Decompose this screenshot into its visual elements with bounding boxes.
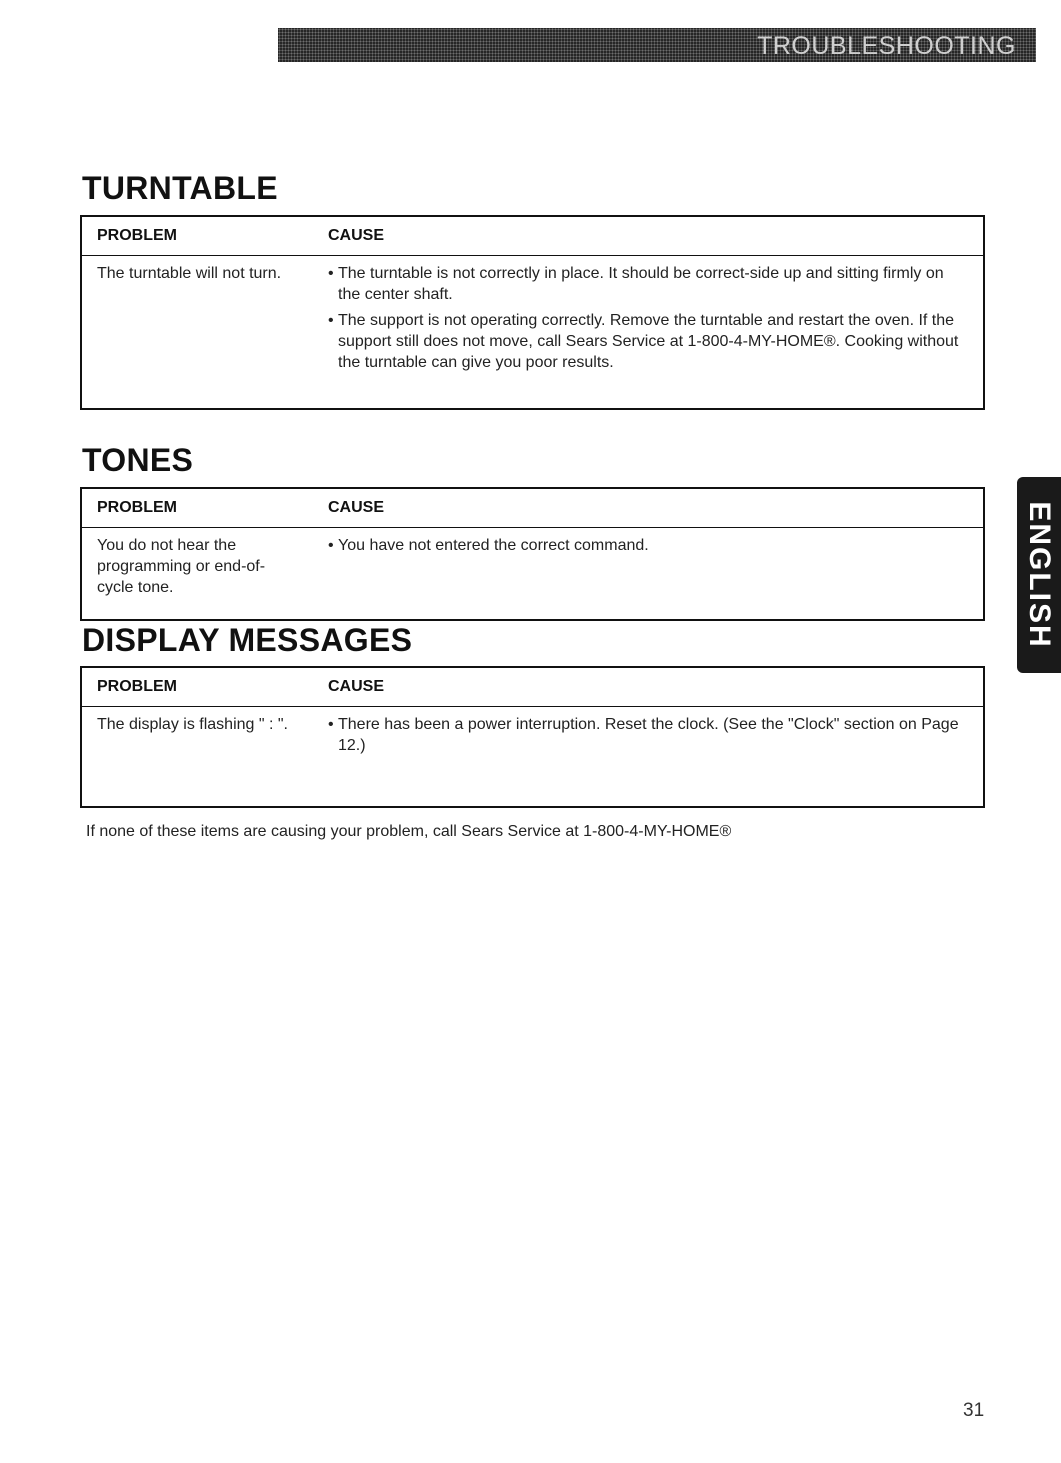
section-title-tones: TONES (82, 442, 194, 478)
cause-item (328, 714, 983, 756)
problem-text: The turntable will not turn. (97, 265, 282, 282)
cause-item (328, 263, 983, 305)
cause-item (328, 535, 983, 556)
language-tab (1017, 477, 1061, 673)
problem-text: The display is flashing " : ". (97, 716, 288, 733)
footer-note: If none of these items are causing your problem, call Sears Service at 1-800-4-MY-HOME® (86, 823, 732, 840)
bullet-icon: • (328, 265, 334, 282)
tones-table (80, 487, 985, 621)
cause-text: There has been a power interruption. Reset the clock. (See the "Clock" section on Page 12.) (338, 716, 959, 754)
problem-column-header: PROBLEM (97, 499, 177, 516)
header-band (278, 28, 1036, 62)
table-row (82, 256, 983, 390)
section-title-turntable: TURNTABLE (82, 170, 278, 206)
turntable-table (80, 215, 985, 410)
cause-list (328, 707, 983, 773)
cause-column-header: CAUSE (328, 227, 385, 244)
cause-list (328, 528, 983, 573)
bullet-icon: • (328, 537, 334, 554)
language-tab-label: ENGLISH (1023, 501, 1056, 649)
bullet-icon: • (328, 312, 334, 329)
table-row (82, 707, 983, 773)
cause-list (328, 256, 983, 390)
problem-text: You do not hear the programming or end-of-cycle tone. (97, 537, 266, 596)
cause-text: The support is not operating correctly. Remove the turntable and restart the oven. If the support still does not move, call Sears Service at 1-800-4-MY-HOME®. Cooking without the turntable can give you poor results. (338, 312, 959, 371)
cause-text: The turntable is not correctly in place. It should be correct-side up and sitting firmly on the center shaft. (338, 265, 944, 303)
cause-column-header: CAUSE (328, 678, 385, 695)
table-header (82, 668, 983, 707)
problem-column-header: PROBLEM (97, 678, 177, 695)
bullet-icon: • (328, 716, 334, 733)
table-header (82, 489, 983, 528)
cause-item (328, 310, 983, 373)
problem-column-header: PROBLEM (97, 227, 177, 244)
cause-column-header: CAUSE (328, 499, 385, 516)
table-row (82, 528, 983, 596)
section-title-display-messages: DISPLAY MESSAGES (82, 622, 413, 658)
cause-text: You have not entered the correct command. (338, 537, 649, 554)
page-number: 31 (963, 1400, 985, 1421)
table-header (82, 217, 983, 256)
header-title: TROUBLESHOOTING (757, 32, 1016, 60)
display-messages-table (80, 666, 985, 808)
